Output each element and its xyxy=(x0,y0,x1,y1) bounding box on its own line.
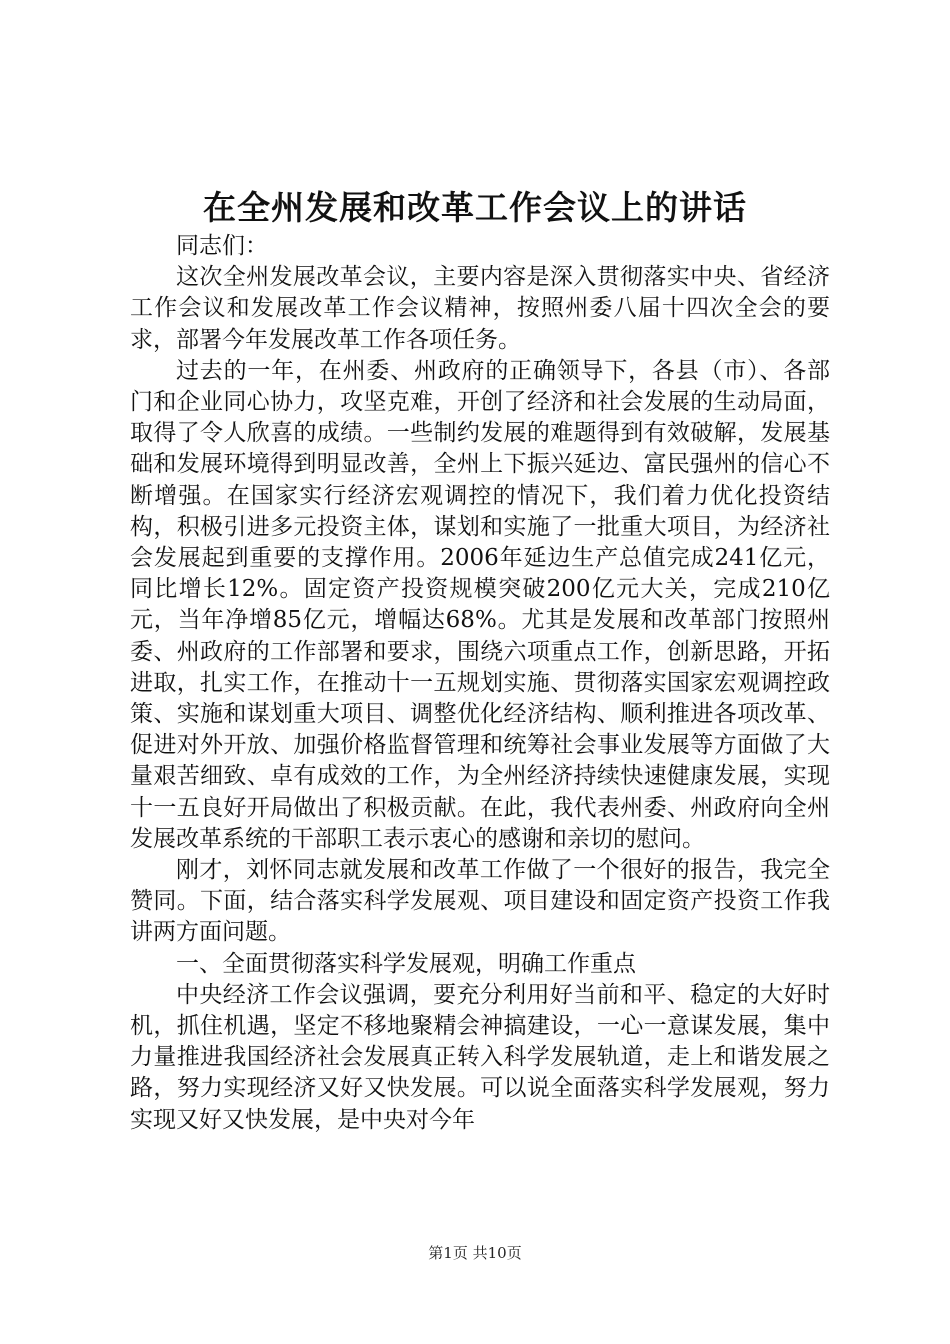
section-heading: 一、全面贯彻落实科学发展观，明确工作重点 xyxy=(176,950,636,977)
paragraph-intro: 这次全州发展改革会议，主要内容是深入贯彻落实中央、省经济工作会议和发展改革工作会议精神，按照州委八届十四次全会的要求，部署今年发展改革工作各项任务。 xyxy=(130,264,830,353)
paragraph-review: 过去的一年，在州委、州政府的正确领导下，各县（市）、各部门和企业同心协力，攻坚克难，开创了经济和社会发展的生动局面，取得了令人欣喜的成绩。一些制约发展的难题得到有效破解，发展基础和发展环境得到明显改善，全州上下振兴延边、富民强州的信心不断增强。在国家实行经济宏观调控的情况下，我们着力优化投资结构，积极引进多元投资主体，谋划和实施了一批重大项目，为经济社会发展起到重要的支撑作用。2006年延边生产总值完成241亿元，同比增长12%。固定资产投资规模突破200亿元大关，完成210亿元，当年净增85亿元，增幅达68%。尤其是发展和改革部门按照州委、州政府的工作部署和要求，围绕六项重点工作，创新思路，开拓进取，扎实工作，在推动十一五规划实施、贯彻落实国家宏观调控政策、实施和谋划重大项目、调整优化经济结构、顺利推进各项改革、促进对外开放、加强价格监督管理和统筹社会事业发展等方面做了大量艰苦细致、卓有成效的工作，为全州经济持续快速健康发展，实现十一五良好开局做出了积极贡献。在此，我代表州委、州政府向全州发展改革系统的干部职工表示衷心的感谢和亲切的慰问。 xyxy=(130,357,830,852)
paragraph-section-one: 中央经济工作会议强调，要充分利用好当前和平、稳定的大好时机，抓住机遇，坚定不移地聚精会神搞建设，一心一意谋发展，集中力量推进我国经济社会发展真正转入科学发展轨道，走上和谐发展之路，努力实现经济又好又快发展。可以说全面落实科学发展观，努力实现又好又快发展，是中央对今年 xyxy=(130,981,830,1133)
page-number-footer: 第1页 共10页 xyxy=(428,1244,522,1262)
document-body xyxy=(130,231,830,1136)
document-title: 在全州发展和改革工作会议上的讲话 xyxy=(203,188,747,227)
paragraph-transition: 刚才，刘怀同志就发展和改革工作做了一个很好的报告，我完全赞同。下面，结合落实科学发展观、项目建设和固定资产投资工作我讲两方面问题。 xyxy=(130,857,830,946)
salutation: 同志们： xyxy=(176,233,268,259)
